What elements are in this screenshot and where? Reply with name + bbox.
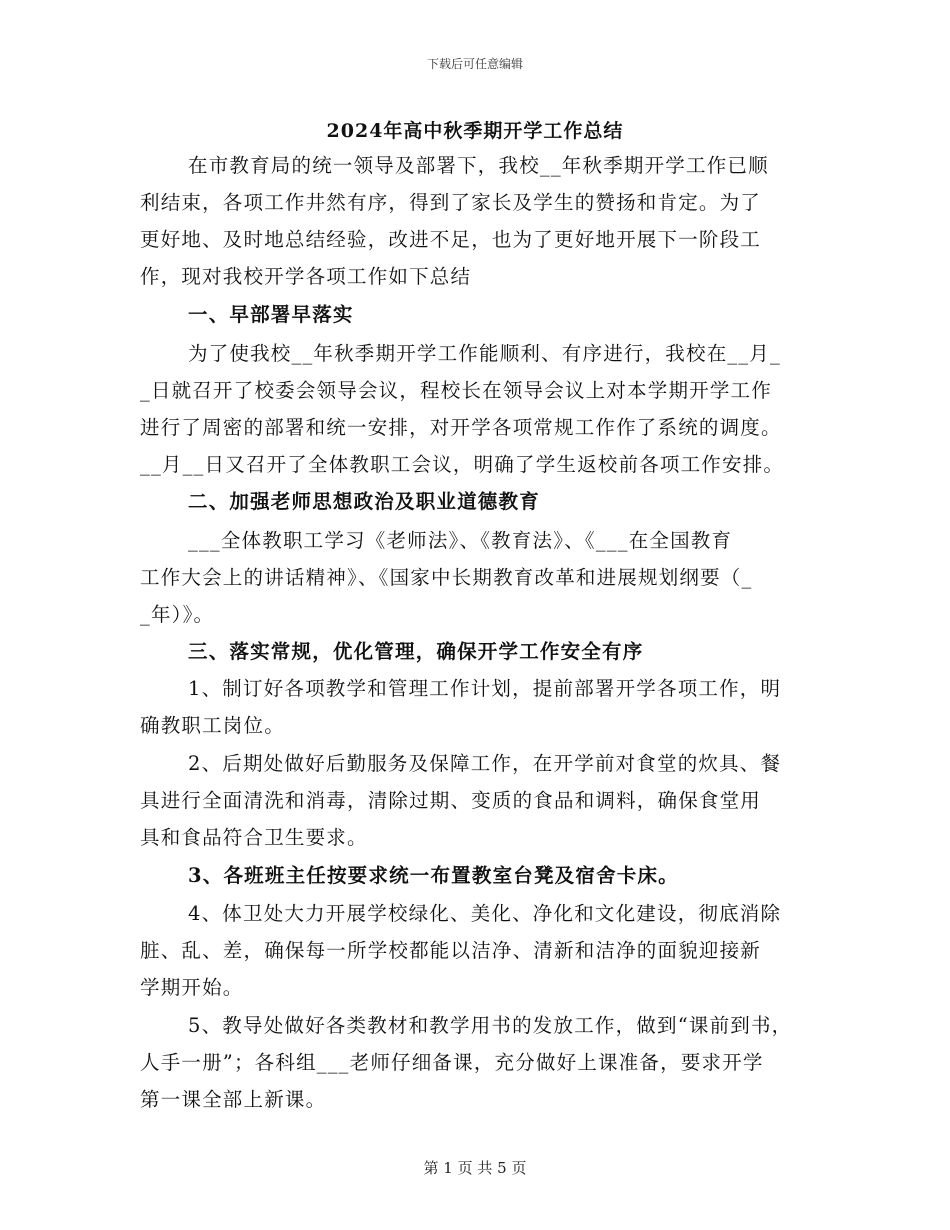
paragraph-line: _日就召开了校委会领导会议，程校长在领导会议上对本学期开学工作 [140,379,772,402]
paragraph-line: 4、体卫处大力开展学校绿化、美化、净化和文化建设，彻底消除 [188,902,782,925]
page-header: 下载后可任意编辑 [426,57,523,71]
paragraph-line: 确教职工岗位。 [140,714,285,737]
paragraph-line: 作，现对我校开学各项工作如下总结 [140,265,472,288]
paragraph-line: _年）》。 [140,603,215,626]
paragraph-line: 2、后期处做好后勤服务及保障工作，在开学前对食堂的炊具、餐 [188,752,782,775]
paragraph-line: 更好地、及时地总结经验，改进不足，也为了更好地开展下一阶段工 [140,228,762,251]
page-footer: 第 1 页 共 5 页 [423,1159,527,1177]
paragraph-line: 具进行全面清洗和消毒，清除过期、变质的食品和调料，确保食堂用 [140,789,762,812]
document-title: 2024年高中秋季期开学工作总结 [326,120,624,142]
paragraph-line: 利结束，各项工作井然有序，得到了家长及学生的赞扬和肯定。为了 [140,191,762,214]
paragraph-line: 工作大会上的讲话精神》、《国家中长期教育改革和进展规划纲要（_ [140,566,753,589]
paragraph-line: 在市教育局的统一领导及部署下，我校__年秋季期开学工作已顺 [188,154,769,177]
section-heading: 三、落实常规，优化管理，确保开学工作安全有序 [188,640,644,663]
paragraph-line: 第一课全部上新课。 [140,1088,327,1111]
section-heading: 一、早部署早落实 [188,303,354,326]
section-heading: 二、加强老师思想政治及职业道德教育 [188,490,540,513]
paragraph-line: 脏、乱、差，确保每一所学校都能以洁净、清新和洁净的面貌迎接新 [140,939,762,962]
paragraph-line: 具和食品符合卫生要求。 [140,826,368,849]
paragraph-line: 5、教导处做好各类教材和教学用书的发放工作，做到“课前到书， [188,1014,793,1037]
paragraph-line: 进行了周密的部署和统一安排，对开学各项常规工作作了系统的调度。 [140,416,782,439]
paragraph-line: __月__日又召开了全体教职工会议，明确了学生返校前各项工作安排。 [140,453,785,476]
paragraph-line: 人手一册”；各科组___老师仔细备课，充分做好上课准备，要求开学 [140,1051,764,1074]
paragraph-line: 1、制订好各项教学和管理工作计划，提前部署开学各项工作，明 [188,677,782,700]
paragraph-line: 为了使我校__年秋季期开学工作能顺利、有序进行，我校在__月_ [188,342,781,365]
paragraph-line: ___全体教职工学习《老师法》、《教育法》、《___在全国教育 [188,529,733,552]
paragraph-line: 学期开始。 [140,976,244,999]
list-item-heading: 3、各班班主任按要求统一布置教室台凳及宿舍卡床。 [188,864,679,887]
